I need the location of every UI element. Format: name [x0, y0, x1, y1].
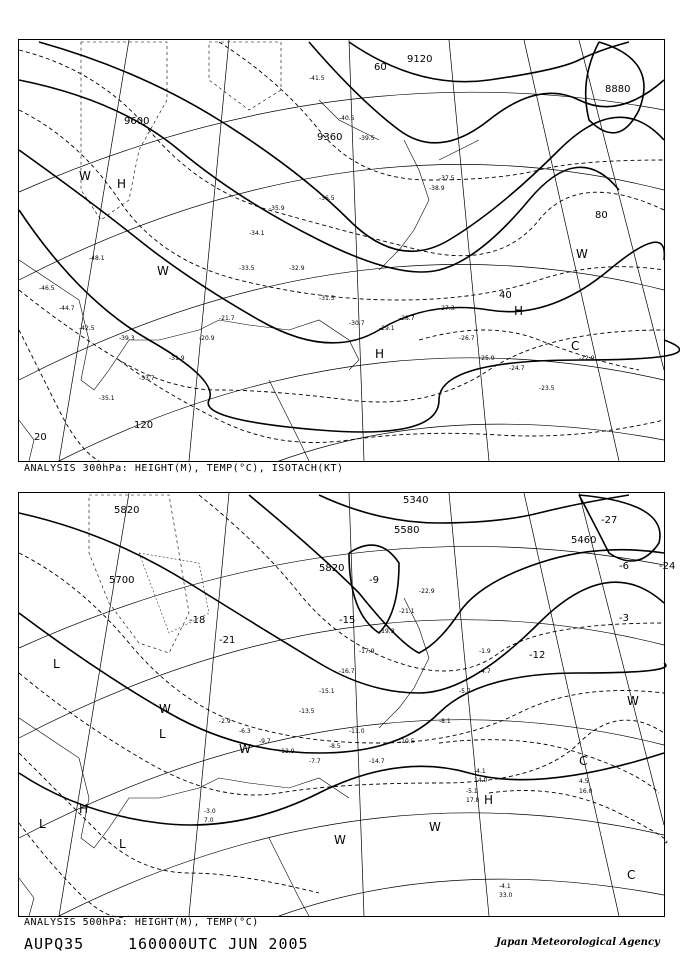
panel-caption-500hpa: ANALYSIS 500hPa: HEIGHT(M), TEMP(°C): [24, 917, 259, 928]
station-plots: [204, 588, 593, 899]
isotachs-dashed: [19, 42, 664, 461]
station-value: -19.3: [379, 628, 395, 635]
map-300hpa-svg: [19, 40, 664, 461]
station-value: -4.1: [499, 883, 511, 890]
station-value: -23.5: [539, 385, 555, 392]
height-label: 5820: [319, 563, 345, 574]
pressure-center-label: W: [239, 742, 251, 756]
height-label: 5580: [394, 525, 420, 536]
station-value: -36.5: [319, 195, 335, 202]
height-label: 5460: [571, 535, 597, 546]
height-label: 9120: [407, 54, 433, 65]
temperature-label: -27: [601, 515, 618, 526]
height-label: 5700: [109, 575, 135, 586]
station-value: -20.9: [199, 335, 215, 342]
pressure-center-label: H: [514, 304, 524, 318]
station-value: -31.9: [169, 355, 185, 362]
pressure-center-label: C: [579, 754, 588, 768]
isotach-label: 60: [374, 62, 387, 73]
station-value: -34.1: [249, 230, 265, 237]
isotach-label: 120: [134, 420, 154, 431]
station-value: -25.9: [479, 355, 495, 362]
temperature-label: -21: [219, 635, 236, 646]
station-value: -31.5: [319, 295, 335, 302]
station-value: -13.5: [299, 708, 315, 715]
pressure-center-label: H: [375, 347, 385, 361]
temperature-label: -15: [339, 615, 356, 626]
pressure-center-label: H: [484, 793, 494, 807]
station-value: -40.5: [339, 115, 355, 122]
station-value: -27.3: [439, 305, 455, 312]
isotach-label: 80: [595, 210, 608, 221]
isotach-label: 40: [499, 290, 512, 301]
station-value: -21.1: [399, 608, 415, 615]
valid-time: 160000UTC JUN 2005: [128, 935, 309, 953]
panel-caption-300hpa: ANALYSIS 300hPa: HEIGHT(M), TEMP(°C), ISOTACH(KT): [24, 463, 344, 474]
pressure-center-label: W: [159, 702, 171, 716]
temperature-label: -18: [189, 615, 206, 626]
map-300hpa: [18, 39, 665, 462]
hatched-region: [89, 495, 209, 653]
coastlines: [19, 100, 479, 461]
station-value: -33.7: [139, 375, 155, 382]
chart-code: AUPQ35: [24, 935, 85, 953]
station-value: -35.1: [99, 395, 115, 402]
station-value: -12.9: [279, 748, 295, 755]
station-value: -16.7: [339, 668, 355, 675]
station-value: -21.7: [219, 315, 235, 322]
temperature-label: -3: [619, 613, 629, 624]
station-value: -14.7: [369, 758, 385, 765]
station-value: -11.0: [349, 728, 365, 735]
station-value: -39.3: [119, 335, 135, 342]
station-value: -41.5: [309, 75, 325, 82]
temperature-label: -12: [529, 650, 546, 661]
pressure-center-label: C: [571, 339, 580, 353]
station-value: -35.9: [269, 205, 285, 212]
pressure-center-label: W: [576, 247, 588, 261]
station-value: 14.0: [474, 777, 488, 784]
station-value: -44.7: [59, 305, 75, 312]
station-value: -1.9: [479, 648, 491, 655]
station-value: -29.1: [379, 325, 395, 332]
station-value: -6.3: [239, 728, 251, 735]
station-value: -5.7: [459, 688, 471, 695]
temperature-label: -24: [659, 561, 676, 572]
height-label: 9360: [317, 132, 343, 143]
station-value: -32.9: [289, 265, 305, 272]
station-value: -15.1: [319, 688, 335, 695]
station-value: -9.7: [259, 738, 271, 745]
isotach-label: 20: [34, 432, 47, 443]
height-contours: [19, 495, 666, 825]
height-label: 5820: [114, 505, 140, 516]
pressure-center-label: W: [334, 833, 346, 847]
map-500hpa-svg: [19, 493, 676, 916]
height-label: 5340: [403, 495, 429, 506]
station-value: -17.9: [359, 648, 375, 655]
map-500hpa: [18, 492, 676, 917]
station-value: -33.5: [239, 265, 255, 272]
height-label: 8880: [605, 84, 631, 95]
height-contours: [19, 42, 680, 432]
station-value: -5.1: [466, 788, 478, 795]
pressure-center-label: H: [79, 802, 89, 816]
station-value: 4.5: [579, 778, 589, 785]
temperature-label: -9: [369, 575, 379, 586]
pressure-center-label: W: [429, 820, 441, 834]
station-value: -8.5: [329, 743, 341, 750]
pressure-center-label: C: [627, 868, 636, 882]
station-value: -10.5: [399, 738, 415, 745]
station-value: -7.7: [309, 758, 321, 765]
station-value: 33.0: [499, 892, 513, 899]
isotherms-dashed: [19, 495, 667, 917]
pressure-center-label: W: [627, 694, 639, 708]
station-value: -37.5: [439, 175, 455, 182]
height-label: 9600: [124, 116, 150, 127]
lat-lon-grid: [19, 493, 664, 916]
pressure-center-label: W: [79, 169, 91, 183]
station-value: 16.0: [579, 788, 593, 795]
station-value: -3.0: [204, 808, 216, 815]
pressure-center-label: L: [159, 727, 166, 741]
temperature-label: -6: [619, 561, 629, 572]
station-value: -38.9: [429, 185, 445, 192]
agency-name: Japan Meteorological Agency: [496, 937, 660, 948]
station-value: -8.1: [439, 718, 451, 725]
station-value: -24.7: [509, 365, 525, 372]
station-value: -48.1: [89, 255, 105, 262]
pressure-center-label: L: [119, 837, 126, 851]
station-value: -42.5: [79, 325, 95, 332]
station-value: -30.7: [349, 320, 365, 327]
pressure-center-label: L: [53, 657, 60, 671]
station-value: 7.0: [204, 817, 214, 824]
pressure-center-label: H: [117, 177, 127, 191]
pressure-center-label: W: [157, 264, 169, 278]
station-value: -22.9: [419, 588, 435, 595]
hatched-region: [81, 42, 281, 220]
station-value: -22.9: [579, 355, 595, 362]
station-value: -28.7: [399, 315, 415, 322]
pressure-center-label: L: [39, 817, 46, 831]
station-value: -39.5: [359, 135, 375, 142]
station-value: 17.8: [466, 797, 480, 804]
station-value: -4.7: [479, 668, 491, 675]
station-value: -2.9: [219, 718, 231, 725]
station-value: -4.1: [474, 768, 486, 775]
station-value: -46.5: [39, 285, 55, 292]
station-value: -26.7: [459, 335, 475, 342]
